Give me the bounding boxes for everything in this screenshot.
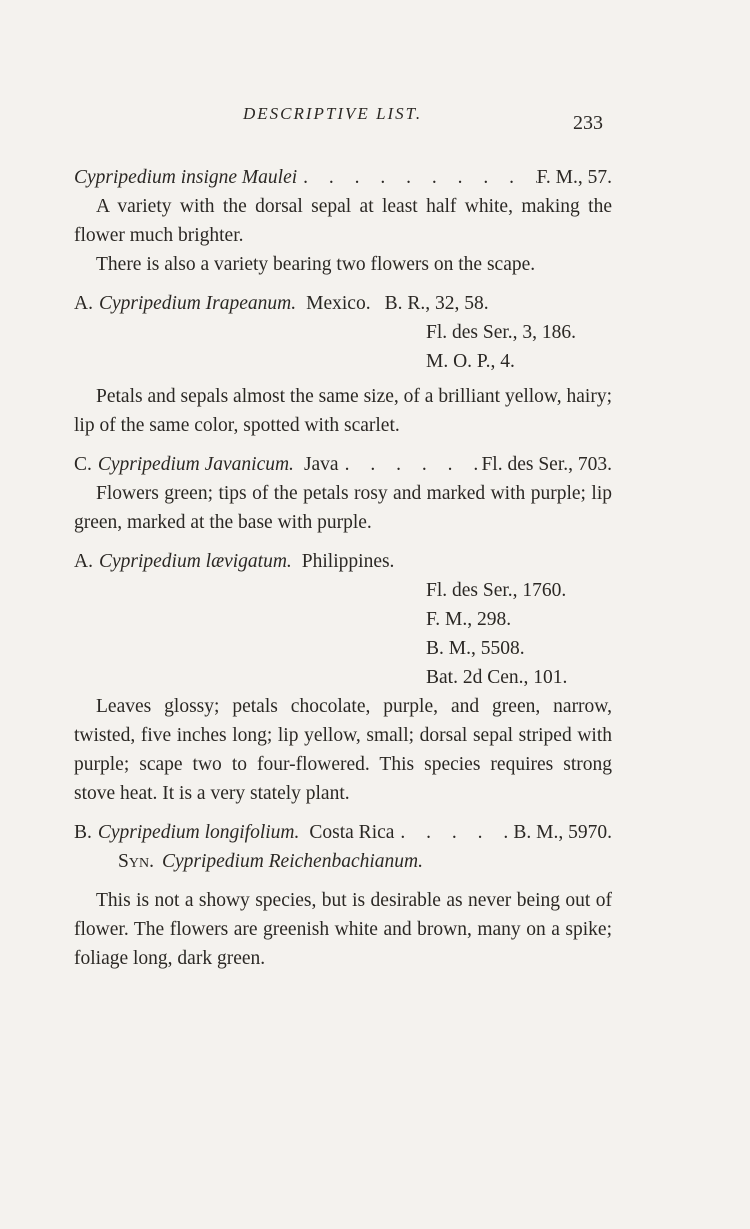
reference: F. M., 298. [426,609,512,630]
entry-heading [74,450,612,479]
reference: B. M., 5508. [426,638,525,659]
description: There is also a variety bearing two flowers on the scape. [96,254,536,275]
leader-dots [339,450,482,479]
leader-dots [297,163,536,192]
reference: B. R., 32, 58. [384,293,489,314]
species-entry [74,289,612,440]
region: Costa Rica [309,822,395,843]
entry-heading [74,818,612,847]
class-mark: A. [74,293,93,314]
page-number: 233 [573,112,603,134]
class-mark: C. [74,454,92,475]
species-entry [74,547,612,808]
description: Leaves glossy; petals chocolate, purple, and green, narrow, twisted, five inches long; lip yellow, small; dorsal sepal striped with purple; scape two to four-flowered. This species requires strong stove heat. It is a very stately plant. [74,696,612,804]
description: Flowers green; tips of the petals rosy and marked with purple; lip green, marked at the base with purple. [74,483,612,533]
descriptive-list [74,163,612,973]
entry-heading [74,547,612,576]
description: Petals and sepals almost the same size, of a brilliant yellow, hairy; lip of the same color, spotted with scarlet. [74,386,612,436]
species-entry [74,818,612,973]
species-name: Cypripedium Javanicum. [97,454,294,475]
class-mark: A. [74,551,93,572]
leader-dots [394,818,513,847]
reference: M. O. P., 4. [426,351,515,372]
species-name: Cypripedium insigne Maulei [74,167,298,188]
species-name: Cypripedium longifolium. [97,822,300,843]
species-entry [74,163,612,279]
synonym-line [74,847,612,876]
description: This is not a showy species, but is desirable as never being out of flower. The flowers are greenish white and brown, many on a spike; foliage long, dark green. [74,890,612,969]
reference: Fl. des Ser., 3, 186. [426,322,577,343]
reference: Fl. des Ser., 703. [481,454,612,475]
species-name: Cypripedium lævigatum. [98,551,292,572]
region: Java [303,454,339,475]
species-entry [74,450,612,537]
synonym-name: Cypripedium Reichenbachianum. [161,851,423,872]
species-name: Cypripedium Irapeanum. [98,293,297,314]
region: Mexico. [306,293,371,314]
running-title: DESCRIPTIVE LIST. [243,104,423,123]
reference: B. M., 5970. [513,822,612,843]
class-mark: B. [74,822,92,843]
region: Philippines. [301,551,395,572]
reference: Fl. des Ser., 1760. [426,580,567,601]
description: A variety with the dorsal sepal at least half white, making the flower much brighter. [74,196,612,246]
entry-heading [74,289,612,318]
entry-heading [74,163,612,192]
reference: F. M., 57. [536,167,612,188]
reference: Bat. 2d Cen., 101. [426,667,568,688]
synonym-label: Syn. [118,851,154,872]
